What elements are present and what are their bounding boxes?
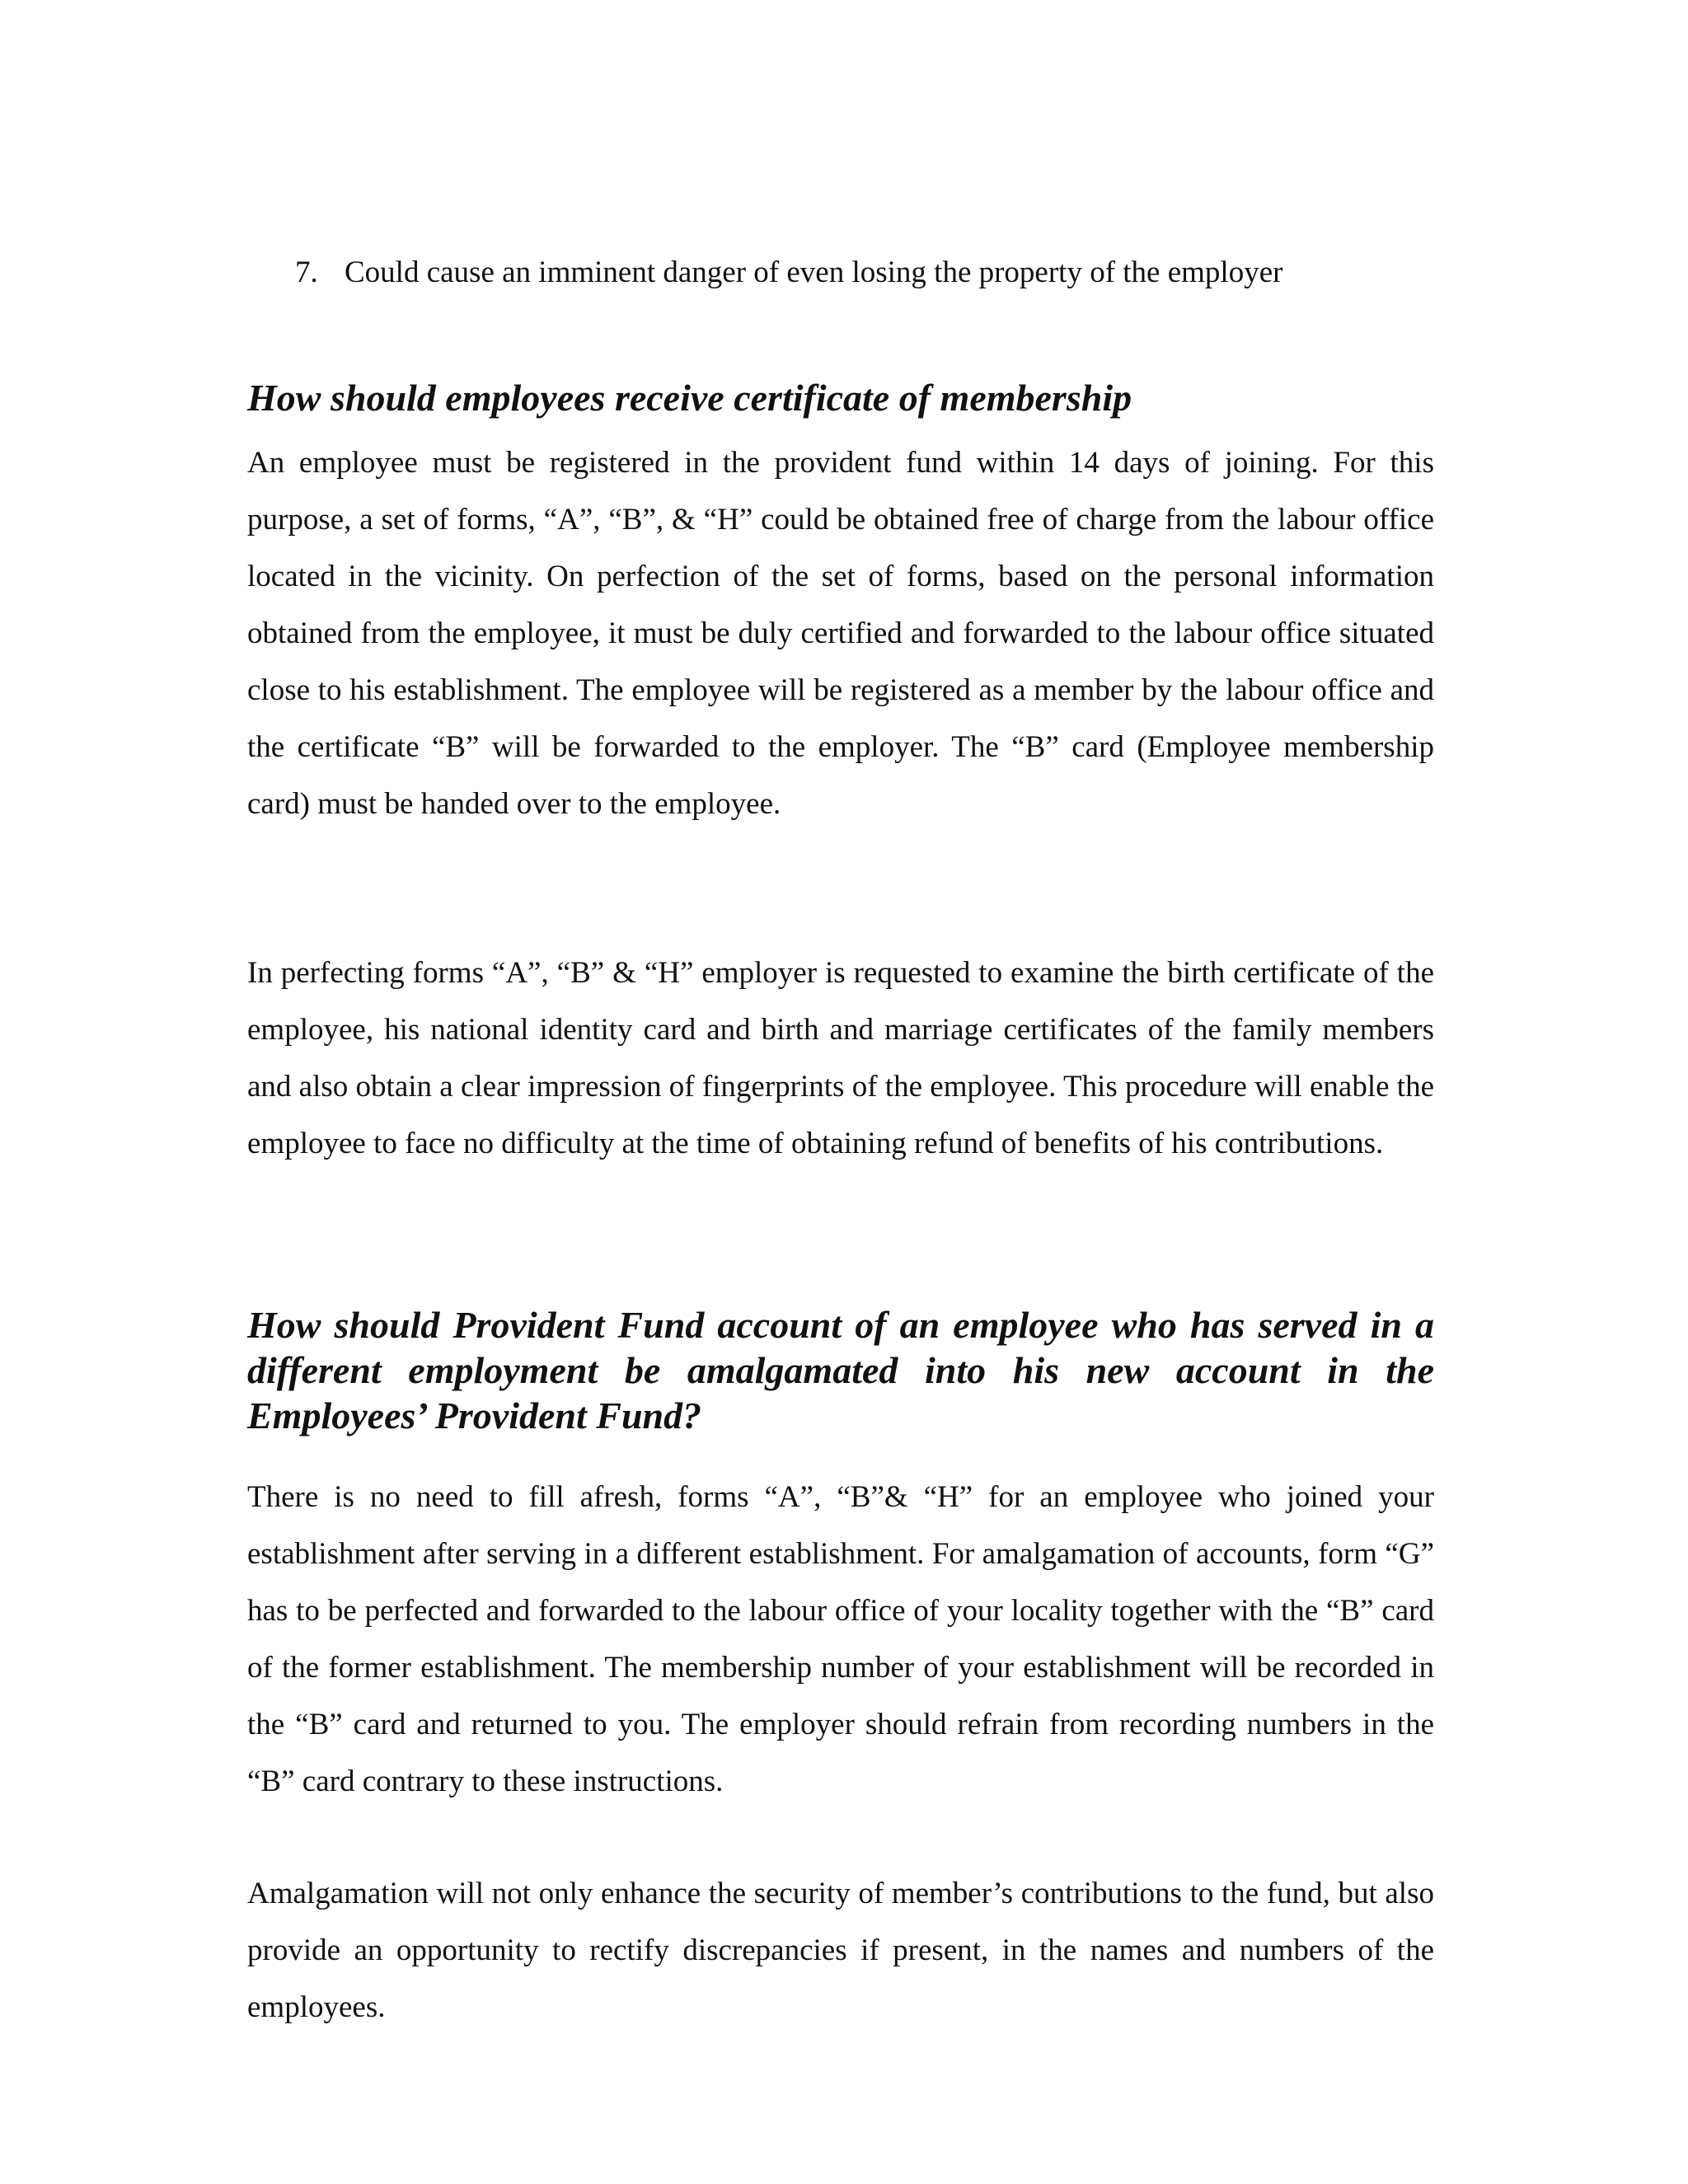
paragraph-amalgamation-benefits: Amalgamation will not only enhance the security of member’s contributions to the fund, but also provide an opportunity to rectify discrepancies if present, in the names and numbers of the employees. [247,1877,1434,2024]
list-item-number: 7. [295,255,318,289]
paragraph-perfecting-forms: In perfecting forms “A”, “B” & “H” employer is requested to examine the birth certificate of the employee, his national identity card and birth and marriage certificates of the family members and also obtain a clear impression of fingerprints of the employee. This procedure will enable the employee to face no difficulty at the time of obtaining refund of benefits of his contributions. [247,956,1434,1160]
section-heading-certificate-of-membership: How should employees receive certificate of membership [247,377,1132,419]
paragraph-no-need-to-fill-afresh: There is no need to fill afresh, forms “A”, “B”& “H” for an employee who joined your establishment after serving in a different establishment. For amalgamation of accounts, form “G” has to be perfected and forwarded to the labour office of your locality together with the “B” card of the former establishment. The membership number of your establishment will be recorded in the “B” card and returned to you. The employer should refrain from recording numbers in the “B” card contrary to these instructions. [247,1480,1434,1798]
list-item-7 [295,251,1282,294]
paragraph-registration: An employee must be registered in the provident fund within 14 days of joining. For this purpose, a set of forms, “A”, “B”, & “H” could be obtained free of charge from the labour office located in the vicinity. On perfection of the set of forms, based on the personal information obtained from the employee, it must be duly certified and forwarded to the labour office situated close to his establishment. The employee will be registered as a member by the labour office and the certificate “B” will be forwarded to the employer. The “B” card (Employee membership card) must be handed over to the employee. [247,446,1434,821]
list-item-text: Could cause an imminent danger of even losing the property of the employer [345,255,1283,289]
section-heading-account-amalgamation: How should Provident Fund account of an employee who has served in a different employment be amalgamated into his new account in the Employees’ Provident Fund? [247,1304,1434,1436]
